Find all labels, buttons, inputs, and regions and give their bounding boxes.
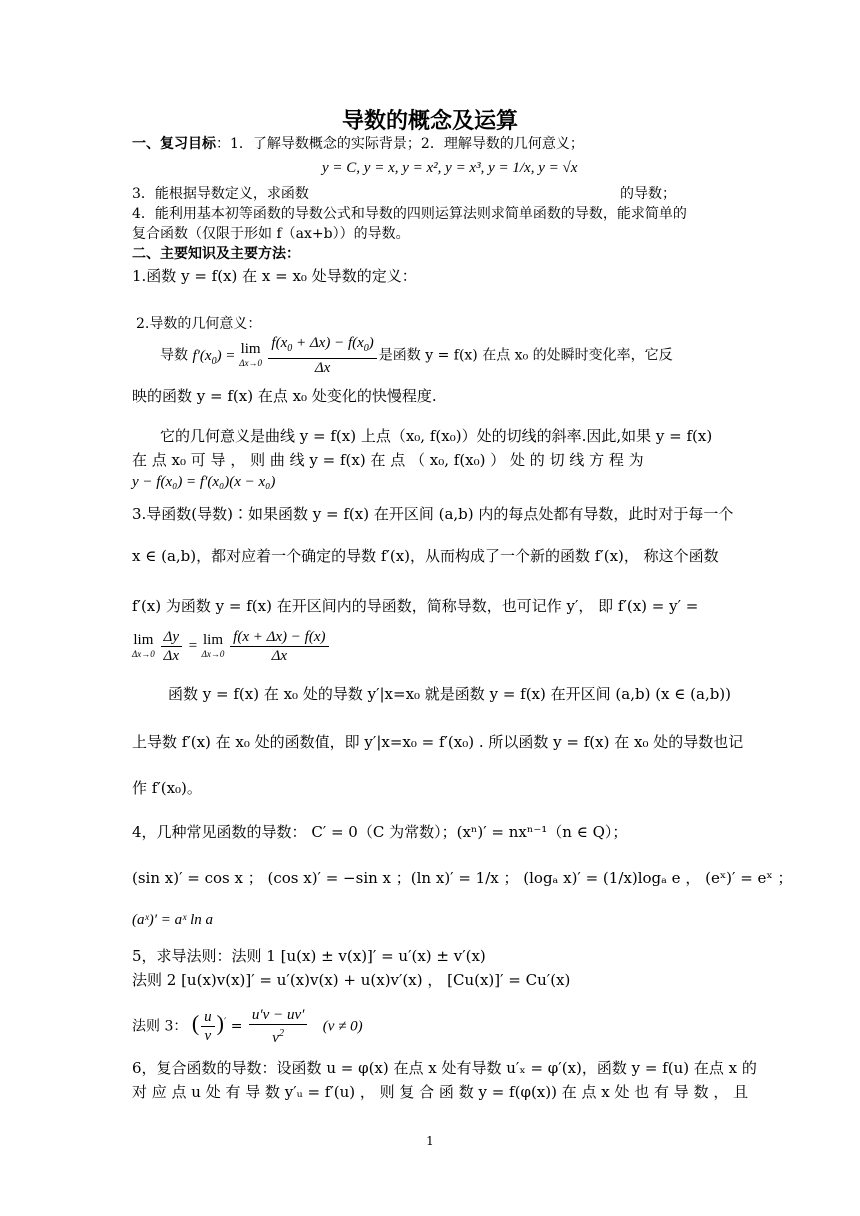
geometric-meaning-line-1: 它的几何意义是曲线 y = f(x) 上点（x₀, f(x₀)）处的切线的斜率.因此,如果 y = f(x) [160, 427, 713, 445]
knowledge-4-line-1: 4，几种常见函数的导数： C′ = 0（C 为常数）；(xⁿ)′ = nxⁿ⁻¹（n ∈ Q）； [132, 823, 628, 841]
geometric-meaning-line-2: 在 点 x₀ 可 导 ， 则 曲 线 y = f(x) 在 点 （ x₀, f(x₀) ） 处 的 切 线 方 程 为 [132, 451, 644, 469]
rule-1: 5，求导法则：法则 1 [u(x) ± v(x)]′ = u′(x) ± v′(x) [132, 947, 486, 965]
quotient-rule-fraction: $\frac{u'v - uv'}{v^2}$ [249, 1006, 308, 1047]
limit-symbol: lim Δx→0 [239, 340, 262, 368]
knowledge-6-line-1: 6，复合函数的导数：设函数 u = φ(x) 在点 x 处有导数 u′ₓ = φ′(x)，函数 y = f(u) 在点 x 的 [132, 1059, 757, 1077]
basic-functions-formula: y = C, y = x, y = x², y = x³, y = 1/x, y = √x [322, 160, 578, 176]
derivative-definition-line: 导数 $f'(x_0)$ = lim Δx→0 $\frac{f(x_0 + \Delta x) - f(x_0)}{\Delta x}$ 是函数 y = f(x) 在点 x₀ 的处瞬时变化率，它反 [160, 335, 673, 376]
rule-2: 法则 2 [u(x)v(x)]′ = u′(x)v(x) + u(x)v′(x) ， [Cu(x)]′ = Cu′(x) [132, 971, 571, 989]
section-1-heading: 一、复习目标 [132, 136, 216, 152]
tangent-line-equation: y − f(x₀) = f′(x₀)(x − x₀) [132, 474, 276, 490]
derivative-label: 导数 [160, 347, 188, 364]
rule-3-label: 法则 3： [132, 1018, 188, 1035]
goals-1-2: ：1．了解导数概念的实际背景；2．理解导数的几何意义； [216, 136, 584, 152]
rule-3-condition: (v ≠ 0) [322, 1018, 363, 1035]
instantaneous-rate-text: 是函数 y = f(x) 在点 x₀ 的处瞬时变化率，它反 [378, 347, 673, 364]
goal-4-line-2: 复合函数（仅限于形如 f（ax+b））的导数。 [132, 226, 410, 242]
knowledge-1: 1.函数 y = f(x) 在 x = x₀ 处导数的定义： [132, 267, 417, 285]
rule-3-line: 法则 3： ( $\frac{u}{v}$ )′ = $\frac{u'v - uv'}{v^2}$ (v ≠ 0) [132, 1007, 363, 1047]
knowledge-3-line-5: 上导数 f′(x) 在 x₀ 处的函数值，即 y′|x=x₀ = f′(x₀) . 所以函数 y = f(x) 在 x₀ 处的导数也记 [132, 733, 744, 751]
knowledge-3-line-4: 函数 y = f(x) 在 x₀ 处的导数 y′|x=x₀ 就是函数 y = f(x) 在开区间 (a,b) (x ∈ (a,b)) [168, 685, 732, 703]
knowledge-3-line-6: 作 f′(x₀)。 [132, 779, 202, 797]
difference-quotient: $\frac{f(x_0 + \Delta x) - f(x_0)}{\Delta x}$ [268, 334, 376, 377]
page-title: 导数的概念及运算 [341, 109, 518, 134]
goal-3-end: 的导数； [620, 186, 676, 202]
knowledge-3-line-3: f′(x) 为函数 y = f(x) 在开区间内的导函数，简称导数，也可记作 y′， 即 f′(x) = y′ = [132, 597, 699, 615]
knowledge-3-line-2: x ∈ (a,b)，都对应着一个确定的导数 f′(x)，从而构成了一个新的函数 f′(x)， 称这个函数 [132, 547, 719, 565]
knowledge-2-heading: 2.导数的几何意义： [136, 316, 262, 332]
knowledge-2-line-2: 映的函数 y = f(x) 在点 x₀ 处变化的快慢程度. [132, 387, 437, 405]
derivative-limit-formula: lim Δx→0 $\frac{\Delta y}{\Delta x}$ = lim Δx→0 $\frac{f(x + \Delta x) - f(x)}{\Delta x}$ [132, 626, 331, 666]
knowledge-3-line-1: 3.导函数(导数)∶如果函数 y = f(x) 在开区间 (a,b) 内的每点处都有导数，此时对于每一个 [132, 505, 734, 523]
section-2-heading: 二、主要知识及主要方法： [132, 246, 300, 262]
knowledge-6-line-2: 对 应 点 u 处 有 导 数 y′ᵤ = f′(u) ， 则 复 合 函 数 y = f(φ(x)) 在 点 x 处 也 有 导 数 ， 且 [132, 1083, 749, 1101]
goal-3-text: 3．能根据导数定义，求函数 [132, 186, 309, 202]
goal-3-line [132, 184, 676, 204]
knowledge-4-line-2: (sin x)′ = cos x ； (cos x)′ = −sin x ；(ln x)′ = 1/x ； (logₐ x)′ = (1/x)logₐ e ， (eˣ)′ = eˣ ； [132, 869, 793, 887]
knowledge-4-line-3: (aˣ)′ = aˣ ln a [132, 912, 214, 928]
page-number: 1 [426, 1134, 434, 1148]
goal-4-line: 4．能利用基本初等函数的导数公式和导数的四则运算法则求简单函数的导数，能求简单的 [132, 206, 687, 222]
review-goals-line [132, 134, 584, 154]
